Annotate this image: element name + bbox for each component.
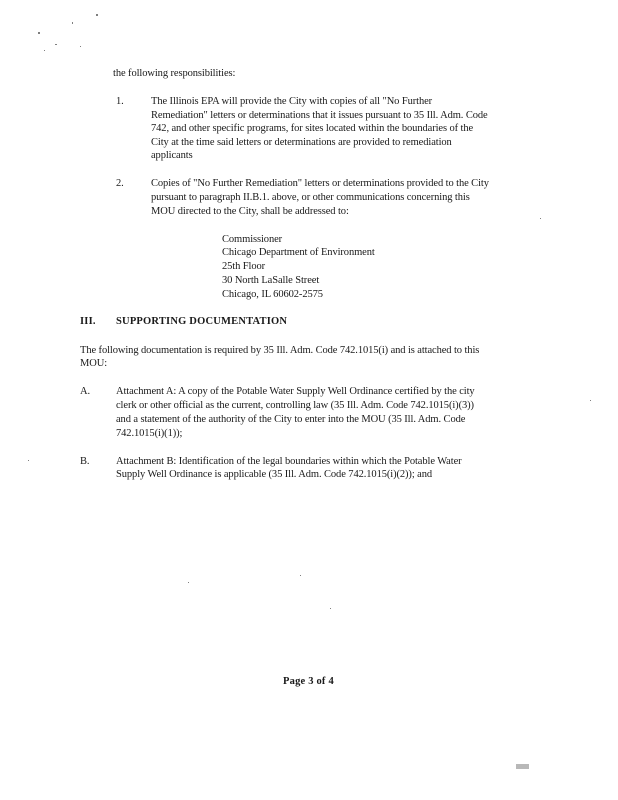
attachment-line: clerk or other official as the current, controlling law (35 Ill. Adm. Code 742.1015(i)(3)) xyxy=(116,400,474,411)
intro-text: the following responsibilities: xyxy=(113,68,236,79)
section-number: III. xyxy=(80,316,96,327)
scan-speck xyxy=(72,22,73,24)
scan-speck xyxy=(330,608,331,609)
attachment-line: Attachment B: Identification of the legal boundaries within which the Potable Water xyxy=(116,456,462,467)
list-item-line: 742, and other specific programs, for sites located within the boundaries of the xyxy=(151,123,474,134)
scan-speck xyxy=(44,50,45,51)
scan-speck xyxy=(28,460,29,461)
list-item-line: applicants xyxy=(151,150,193,161)
section-intro-line: The following documentation is required by 35 Ill. Adm. Code 742.1015(i) and is attached to this xyxy=(80,345,480,356)
address-line: 30 North LaSalle Street xyxy=(222,275,320,286)
scan-speck xyxy=(540,218,541,219)
attachment-letter: B. xyxy=(80,456,90,467)
scan-speck xyxy=(38,32,40,34)
scan-speck xyxy=(188,582,189,583)
section-intro-line: MOU: xyxy=(80,358,108,369)
list-item-line: The Illinois EPA will provide the City with copies of all "No Further xyxy=(151,96,433,107)
address-line: Chicago Department of Environment xyxy=(222,247,375,258)
scan-speck xyxy=(55,44,57,45)
scan-speck xyxy=(300,575,301,576)
address-line: Commissioner xyxy=(222,234,283,245)
attachment-line: Supply Well Ordinance is applicable (35 Ill. Adm. Code 742.1015(i)(2)); and xyxy=(116,469,433,480)
list-item-line: MOU directed to the City, shall be addressed to: xyxy=(151,206,349,217)
list-number: 2. xyxy=(116,178,124,189)
list-item-line: pursuant to paragraph II.B.1. above, or other communications concerning this xyxy=(151,192,470,203)
section-title: SUPPORTING DOCUMENTATION xyxy=(116,316,288,327)
attachment-line: Attachment A: A copy of the Potable Water Supply Well Ordinance certified by the city xyxy=(116,386,475,397)
page-number: Page 3 of 4 xyxy=(283,676,334,687)
scan-mark xyxy=(516,764,529,769)
scan-speck xyxy=(80,46,81,47)
attachment-letter: A. xyxy=(80,386,91,397)
attachment-line: 742.1015(i)(1)); xyxy=(116,428,183,439)
list-item-line: Copies of "No Further Remediation" letters or determinations provided to the City xyxy=(151,178,489,189)
scan-speck xyxy=(96,14,98,16)
list-item-line: City at the time said letters or determinations are provided to remediation xyxy=(151,137,452,148)
scan-speck xyxy=(590,400,591,401)
list-number: 1. xyxy=(116,96,124,107)
attachment-line: and a statement of the authority of the City to enter into the MOU (35 Ill. Adm. Code xyxy=(116,414,466,425)
address-line: 25th Floor xyxy=(222,261,266,272)
list-item-line: Remediation" letters or determinations that it issues pursuant to 35 Ill. Adm. Code xyxy=(151,110,488,121)
address-line: Chicago, IL 60602-2575 xyxy=(222,289,323,300)
